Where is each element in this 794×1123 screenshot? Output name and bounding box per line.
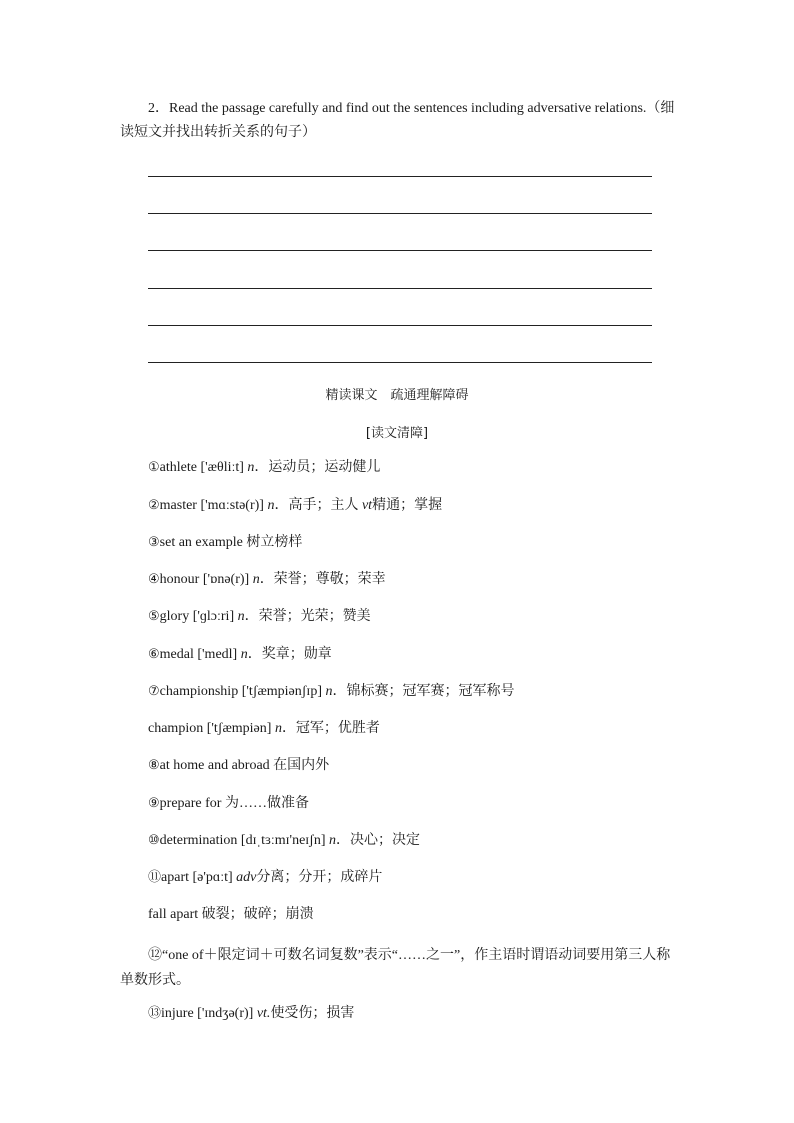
vocab-item: ⑬injure ['ɪndʒə(r)] vt.使受伤；损害 — [148, 1005, 355, 1021]
vocab-item: ④honour ['ɒnə(r)] n．荣誉；尊敬；荣幸 — [148, 571, 386, 587]
answer-line-5[interactable] — [148, 325, 652, 326]
vocab-item: fall apart 破裂；破碎；崩溃 — [148, 907, 314, 922]
question-2: 2．Read the passage carefully and find out the sentences including adversative relations.（细读短文并找出转折关系的句子） — [120, 101, 675, 140]
vocab-item: ①athlete ['æθliːt] n．运动员；运动健儿 — [148, 459, 381, 475]
vocab-item: ③set an example 树立榜样 — [148, 534, 303, 550]
vocab-item: ⑥medal ['medl] n．奖章；勋章 — [148, 646, 332, 662]
answer-line-1[interactable] — [148, 176, 652, 177]
section-subtitle: [读文清障] — [365, 426, 429, 441]
vocab-item: ⑨prepare for 为……做准备 — [148, 795, 309, 811]
answer-line-3[interactable] — [148, 250, 652, 251]
vocab-item: ⑧at home and abroad 在国内外 — [148, 757, 330, 773]
answer-line-2[interactable] — [148, 213, 652, 214]
section-title: 精读课文 疏通理解障碍 — [325, 388, 469, 403]
vocab-item: ⑪apart [ə'pɑːt] adv分离；分开；成碎片 — [148, 869, 383, 885]
grammar-note-12: ⑫“one of＋限定词＋可数名词复数”表示“……之一”，作主语时谓语动词要用第三人称单数形式。 — [120, 948, 671, 988]
vocab-item: champion ['tʃæmpiən] n．冠军；优胜者 — [148, 721, 380, 736]
vocab-item: ⑦championship ['tʃæmpiənʃɪp] n．锦标赛；冠军赛；冠军称号 — [148, 683, 515, 699]
vocab-item: ⑤glory ['ɡlɔːri] n．荣誉；光荣；赞美 — [148, 608, 371, 624]
answer-line-6[interactable] — [148, 362, 652, 363]
vocab-item: ②master ['mɑːstə(r)] n．高手；主人 vt精通；掌握 — [148, 497, 443, 513]
answer-line-4[interactable] — [148, 288, 652, 289]
vocab-item: ⑩determination [dɪˌtɜːmɪ'neɪʃn] n．决心；决定 — [148, 832, 421, 848]
